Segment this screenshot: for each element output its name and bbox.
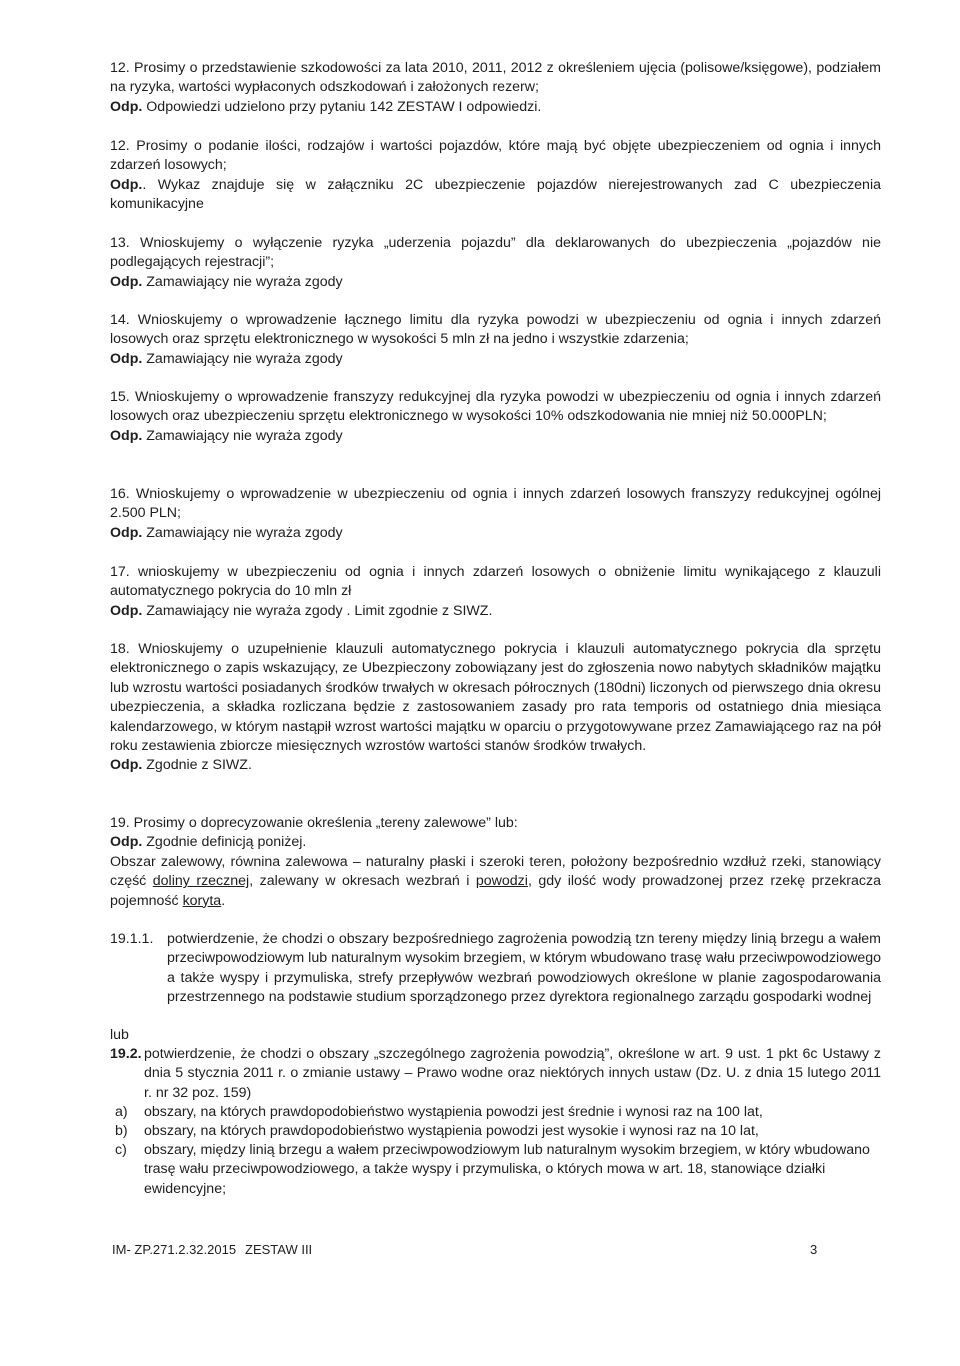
answer-label: Odp. [110, 834, 143, 851]
question-15 [110, 388, 881, 446]
question-16-text: 16. Wnioskujemy o wprowadzenie w ubezpieczeniu od ognia i innych zdarzeń losowych franszyzy redukcyjnej ogólnej 2.500 PLN; [110, 486, 881, 522]
question-14-text: 14. Wnioskujemy o wprowadzenie łącznego limitu dla ryzyka powodzi w ubezpieczeniu od ognia i innych zdarzeń losowych oraz sprzętu elektronicznego w wysokości 5 mln zł na jedno i wszystkie zdarzenia; [110, 312, 881, 348]
subsection-number: 19.1.1. [110, 931, 154, 947]
answer-label: Odp. [110, 98, 143, 115]
question-13-text: 13. Wnioskujemy o wyłączenie ryzyka „uderzenia pojazdu” dla deklarowanych do ubezpieczenia „pojazdów nie podlegających rejestracji”; [110, 235, 881, 271]
answer-label: Odp. [110, 524, 143, 541]
subsection-text: potwierdzenie, że chodzi o obszary „szczególnego zagrożenia powodzią”, określone w art. 9 ust. 1 pkt 6c Ustawy z dnia 5 stycznia 2011 r. o zmianie ustawy – Prawo wodne oraz niektórych innych ustaw (Dz. U. z dnia 15 lutego 2011 r. nr 32 poz. 159) [144, 1046, 881, 1101]
answer-12b-text: . Wykaz znajduje się w załączniku 2C ubezpieczenie pojazdów nierejestrowanych zad C ubezpieczenia komunikacyjne [110, 176, 881, 213]
conjunction-lub: lub [110, 1027, 129, 1043]
question-12b [110, 137, 881, 215]
answer-15-text: Zamawiający nie wyraża zgody [146, 427, 343, 444]
footer-set: ZESTAW III [245, 1242, 313, 1257]
question-18-text: 18. Wnioskujemy o uzupełnienie klauzuli automatycznego pokrycia i klauzuli automatycznego pokrycia dla sprzętu elektronicznego o zapis wskazujący, ze Ubezpieczony zobowiązany jest do zgłoszenia nowo nabytych składników majątku lub wzrostu wartości posiadanych środków trwałych w okresach półrocznych (180dni) liczonych od pierwszego dnia okresu ubezpieczenia, a składka rozliczana będzie z zastosowaniem zasady pro rata temporis od ostatniego dnia miesiąca kalendarzowego, w którym nastąpił wzrost wartości majątku w oparciu o przygotowywane przez Zamawiającego raz na pół roku zestawienia zbiorcze miesięcznych wzrostów wartości stanów środków trwałych. [110, 641, 881, 755]
question-15-text: 15. Wnioskujemy o wprowadzenie franszyzy redukcyjnej dla ryzyka powodzi w ubezpieczeniu od ognia i innych zdarzeń losowych oraz ubezpieczeniu sprzętu elektronicznego w wysokości 10% odszkodowania nie mniej niż 50.000PLN; [110, 389, 881, 425]
answer-15 [110, 427, 881, 446]
answer-12a-text: Odpowiedzi udzielono przy pytaniu 142 ZESTAW I odpowiedzi. [146, 98, 542, 115]
link-riverbed[interactable]: koryta [182, 892, 222, 909]
answer-label: Odp. [110, 602, 143, 619]
list-letter: b) [115, 1123, 128, 1139]
answer-19-text: Zgodnie definicją poniżej. [146, 834, 307, 851]
list-letter: a) [115, 1104, 128, 1120]
question-12a-text: 12. Prosimy o przedstawienie szkodowości za lata 2010, 2011, 2012 z określeniem ujęcia (polisowe/księgowe), podziałem na ryzyka, wartości wypłaconych odszkodowań i założonych rezerw; [110, 60, 881, 96]
list-item-b [115, 1122, 881, 1141]
subsection-text: potwierdzenie, że chodzi o obszary bezpośredniego zagrożenia powodzią tzn tereny między linią brzegu a wałem przeciwpowodziowym lub naturalnym wysokim brzegiem, w którym wbudowano trasę wału przeciwpowodziowego a także wyspy i przymuliska, strefy przepływów wezbrań powodziowych określone w planie zagospodarowania przestrzennego na podstawie studium sporządzonego przez dyrektora regionalnego zarządu gospodarki wodnej [167, 931, 881, 1006]
list-text: obszary, na których prawdopodobieństwo wystąpienia powodzi jest wysokie i wynosi raz na 10 lat, [144, 1123, 759, 1139]
answer-16-text: Zamawiający nie wyraża zgody [146, 524, 343, 541]
answer-12b [110, 176, 881, 215]
answer-label: Odp. [110, 176, 143, 193]
answer-label: Odp. [110, 350, 143, 367]
definition-text: Obszar zalewowy, równina zalewowa – naturalny płaski i szeroki teren, położony bezpośrednio wzdłuż rzeki, stanowiący część [110, 853, 881, 890]
question-13 [110, 234, 881, 292]
question-17 [110, 563, 881, 621]
question-14 [110, 311, 881, 369]
question-12b-text: 12. Prosimy o podanie ilości, rodzajów i wartości pojazdów, które mają być objęte ubezpieczeniem od ognia i innych zdarzeń losowych; [110, 138, 881, 174]
link-river-valley[interactable]: doliny rzecznej [152, 873, 250, 890]
list-item-c [115, 1141, 881, 1199]
question-12a [110, 59, 881, 117]
answer-14-text: Zamawiający nie wyraża zgody [146, 350, 343, 367]
answer-18-text: Zgodnie z SIWZ. [146, 757, 252, 774]
question-19 [110, 814, 881, 911]
footer-reference: IM- ZP.271.2.32.2015 [112, 1242, 237, 1257]
list-text: obszary, między linią brzegu a wałem przeciwpowodziowym lub naturalnym wysokim brzegiem, w który wbudowano trasę wału przeciwpowodziowego, a także wyspy i przymuliska, o których mowa w art. 18, stanowiące działki ewidencyjne; [144, 1142, 870, 1197]
list-text: obszary, na których prawdopodobieństwo wystąpienia powodzi jest średnie i wynosi raz na 100 lat, [144, 1104, 763, 1120]
answer-18 [110, 756, 881, 775]
answer-13 [110, 273, 881, 292]
answer-17 [110, 602, 881, 621]
answer-13-text: Zamawiający nie wyraża zgody [146, 273, 343, 290]
question-18 [110, 640, 881, 776]
subsection-19-1-1 [110, 930, 881, 1008]
answer-label: Odp. [110, 427, 143, 444]
page-number: 3 [810, 1242, 818, 1257]
answer-16 [110, 524, 881, 543]
answer-12a [110, 98, 881, 117]
answer-label: Odp. [110, 273, 143, 290]
definition-text: . [221, 892, 226, 909]
answer-label: Odp. [110, 757, 143, 774]
subsection-19-2 [110, 1045, 881, 1103]
subsection-number: 19.2. [110, 1046, 142, 1062]
question-16 [110, 485, 881, 543]
link-flood[interactable]: powodzi [475, 873, 528, 890]
floodplain-definition [110, 853, 881, 911]
question-17-text: 17. wnioskujemy w ubezpieczeniu od ognia i innych zdarzeń losowych o obniżenie limitu wynikającego z klauzuli automatycznego pokrycia do 10 mln zł [110, 564, 881, 600]
answer-14 [110, 350, 881, 369]
question-19-text: 19. Prosimy o doprecyzowanie określenia „tereny zalewowe” lub: [110, 815, 518, 831]
list-item-a [115, 1103, 881, 1122]
list-letter: c) [115, 1142, 127, 1158]
definition-text: , zalewany w okresach wezbrań i [249, 873, 476, 890]
definition-text: , gdy ilość wody prowadzonej przez rzekę przekracza pojemność [110, 873, 881, 909]
answer-19 [110, 833, 881, 852]
answer-17-text: Zamawiający nie wyraża zgody . Limit zgodnie z SIWZ. [146, 602, 493, 619]
